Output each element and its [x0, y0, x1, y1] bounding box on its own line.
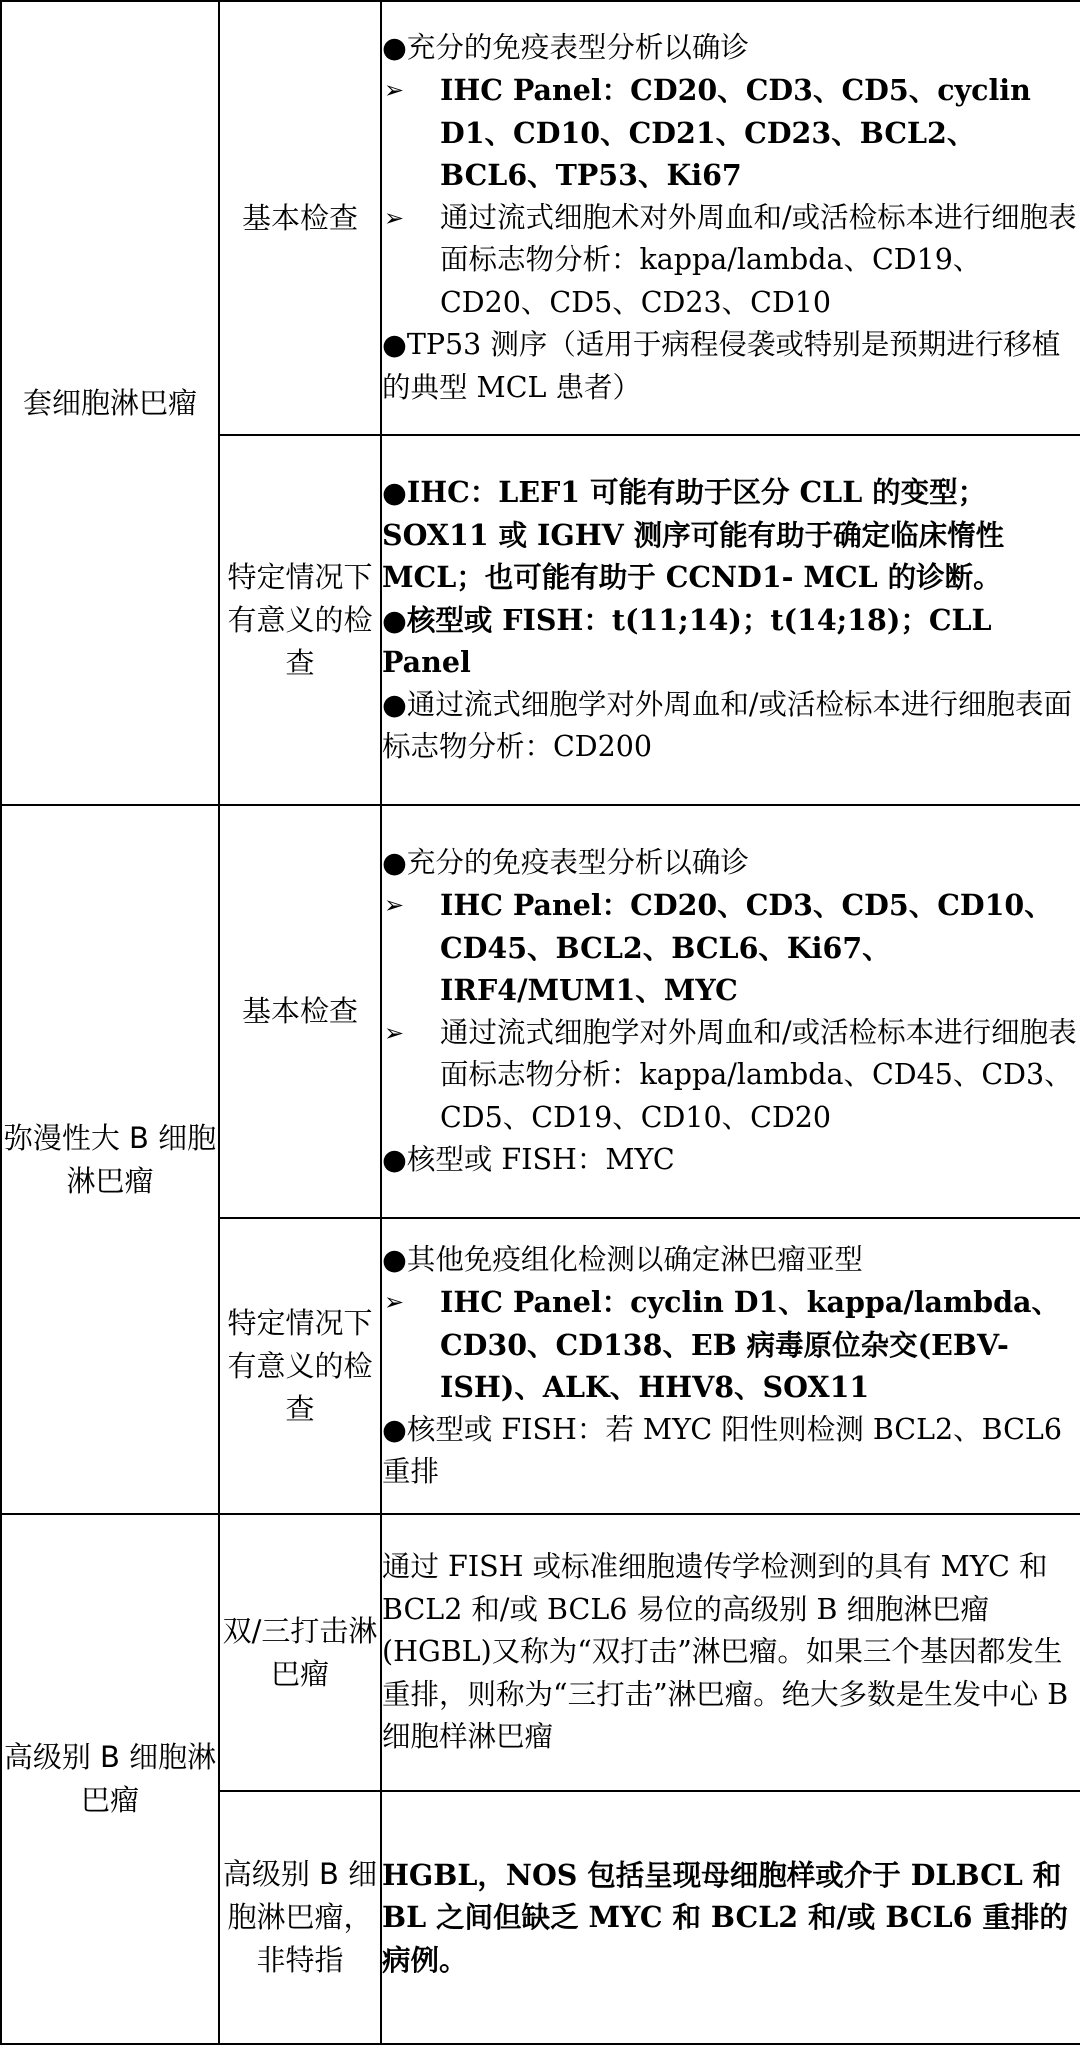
content-cell: [381, 805, 1080, 1218]
arrow-bullet-icon: ➢: [384, 891, 405, 919]
arrow-list-item: [382, 69, 1080, 197]
arrow-list-item: [382, 1281, 1080, 1409]
subcategory-cell: 基本检查: [219, 805, 381, 1218]
category-cell: 弥漫性大 B 细胞淋巴瘤: [1, 805, 219, 1514]
arrow-item-text: 通过流式细胞术对外周血和/或活检标本进行细胞表面标志物分析：kappa/lambda、CD19、CD20、CD5、CD23、CD10: [440, 200, 1077, 319]
arrow-list-item: [382, 884, 1080, 1012]
category-cell: 高级别 B 细胞淋巴瘤: [1, 1514, 219, 2044]
bullet-item: ●核型或 FISH：若 MYC 阳性则检测 BCL2、BCL6 重排: [382, 1412, 1062, 1488]
table-row: [1, 1, 1080, 435]
subcategory-cell: 双/三打击淋巴瘤: [219, 1514, 381, 1791]
paragraph: HGBL，NOS 包括呈现母细胞样或介于 DLBCL 和 BL 之间但缺乏 MYC 和 BCL2 和/或 BCL6 重排的病例。: [382, 1857, 1068, 1977]
category-cell: 套细胞淋巴瘤: [1, 1, 219, 805]
table-row: [1, 1514, 1080, 1791]
content-cell: [381, 1, 1080, 435]
bullet-item: ●充分的免疫表型分析以确诊: [382, 845, 749, 879]
bullet-item: ●TP53 测序（适用于病程侵袭或特别是预期进行移植的典型 MCL 患者）: [382, 328, 1061, 404]
bullet-item: ●通过流式细胞学对外周血和/或活检标本进行细胞表面标志物分析：CD200: [382, 687, 1072, 764]
content-cell: [381, 1514, 1080, 1791]
subcategory-cell: 高级别 B 细胞淋巴瘤，非特指: [219, 1791, 381, 2044]
content-cell: [381, 1218, 1080, 1514]
subcategory-cell: 特定情况下有意义的检查: [219, 1218, 381, 1514]
subcategory-cell: 特定情况下有意义的检查: [219, 435, 381, 805]
bullet-item: ●IHC：LEF1 可能有助于区分 CLL 的变型；SOX11 或 IGHV 测序可能有助于确定临床惰性 MCL；也可能有助于 CCND1- MCL 的诊断。: [382, 475, 1005, 595]
arrow-list-item: [382, 1012, 1080, 1140]
arrow-item-text: IHC Panel：CD20、CD3、CD5、CD10、CD45、BCL2、BCL6、Ki67、IRF4/MUM1、MYC: [440, 888, 1053, 1007]
table-row: [1, 805, 1080, 1218]
bullet-item: ●核型或 FISH：t(11;14)；t(14;18)；CLL Panel: [382, 602, 992, 680]
bullet-item: ●其他免疫组化检测以确定淋巴瘤亚型: [382, 1242, 863, 1276]
content-cell: [381, 435, 1080, 805]
arrow-bullet-icon: ➢: [384, 203, 405, 232]
paragraph: 通过 FISH 或标准细胞遗传学检测到的具有 MYC 和 BCL2 和/或 BCL6 易位的高级别 B 细胞淋巴瘤(HGBL)又称为“双打击”淋巴瘤。如果三个基因都发生重排，则称为“三打击”淋巴瘤。绝大多数是生发中心 B 细胞样淋巴瘤: [382, 1550, 1069, 1754]
arrow-item-text: 通过流式细胞学对外周血和/或活检标本进行细胞表面标志物分析：kappa/lambda、CD45、CD3、CD5、CD19、CD10、CD20: [440, 1015, 1077, 1134]
arrow-item-text: IHC Panel：cyclin D1、kappa/lambda、CD30、CD138、EB 病毒原位杂交(EBV-ISH)、ALK、HHV8、SOX11: [440, 1285, 1061, 1404]
subcategory-cell: 基本检查: [219, 1, 381, 435]
arrow-bullet-icon: ➢: [384, 76, 405, 105]
arrow-bullet-icon: ➢: [384, 1018, 405, 1047]
arrow-bullet-icon: ➢: [384, 1288, 405, 1316]
bullet-item: ●充分的免疫表型分析以确诊: [382, 30, 749, 64]
bullet-item: ●核型或 FISH：MYC: [382, 1143, 675, 1176]
content-cell: [381, 1791, 1080, 2044]
arrow-item-text: IHC Panel：CD20、CD3、CD5、cyclin D1、CD10、CD21、CD23、BCL2、BCL6、TP53、Ki67: [440, 73, 1031, 193]
arrow-list-item: [382, 197, 1080, 325]
